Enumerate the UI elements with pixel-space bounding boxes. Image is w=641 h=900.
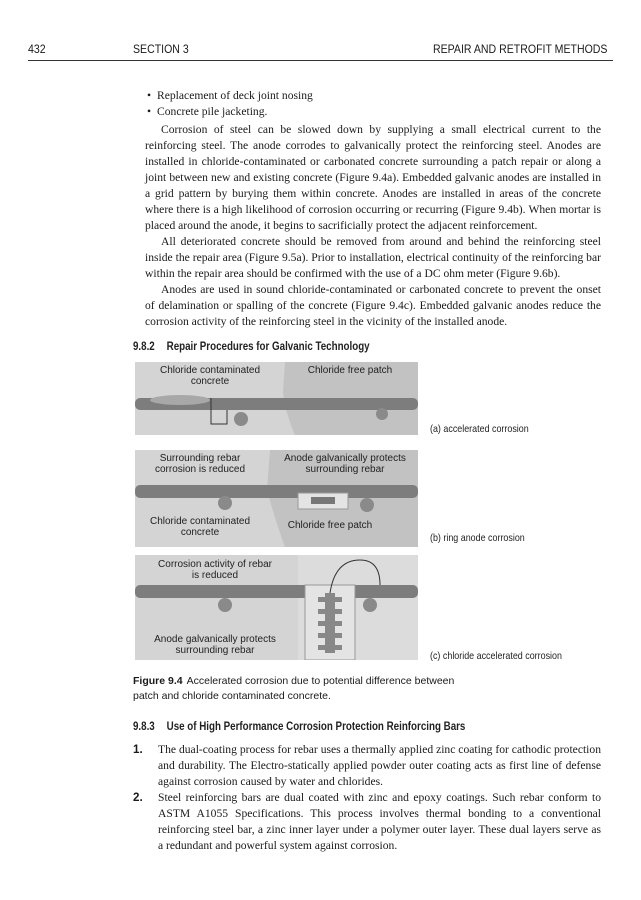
label-chloride-contaminated: Chloride contaminated concrete <box>149 516 251 538</box>
figure-caption: Figure 9.4 Accelerated corrosion due to potential difference between patch and chloride contaminated concrete. <box>133 675 455 702</box>
paragraph: Corrosion of steel can be slowed down by supplying a small electrical current to the reinforcing steel. The anode corrodes to galvanically protect the reinforcing steel. Anodes are installed in chloride-contaminated or carbonated concrete surrounding a patch repair or along a joint between new and existing concrete (Figure 9.4a). Embedded galvanic anodes are installed in a grid pattern by burying them within concrete. Anodes are installed in areas of the concrete where there is a high likelihood of corrosion occurring or recurring (Figure 9.4b). When mortar is placed around the anode, it begins to sacrificially protect the adjacent reinforcement. <box>145 123 601 232</box>
section-heading-9-8-2: 9.8.2 Repair Procedures for Galvanic Technology <box>133 341 370 353</box>
caption-a: (a) accelerated corrosion <box>430 423 529 435</box>
bullet-item: • Concrete pile jacketing. <box>157 104 601 120</box>
running-section: SECTION 3 <box>133 42 189 56</box>
header-rule <box>28 60 613 61</box>
paragraph: Anodes are used in sound chloride-contaminated or carbonated concrete to prevent the onset of delamination or spalling of the concrete (Figure 9.4c). Embedded galvanic anodes reduce the corrosion activity of the reinforcing steel in the vicinity of the installed anode. <box>145 283 601 328</box>
content-column <box>133 88 601 854</box>
body-text <box>145 88 601 330</box>
figure-panel-b <box>135 450 418 547</box>
label-anode-protects: Anode galvanically protects surrounding rebar <box>154 634 276 656</box>
list-item: 1. The dual-coating process for rebar uses a thermally applied zinc coating for cathodic protection and durability. The Electro-statically applied powder outer coating acts as first line of defense against corrosion caused by water and chlorides. <box>133 743 601 788</box>
figure-panel-a <box>135 362 418 435</box>
running-chapter: REPAIR AND RETROFIT METHODS <box>433 42 608 56</box>
label-chloride-free: Chloride free patch <box>287 520 373 531</box>
label-chloride-free: Chloride free patch <box>307 365 393 376</box>
paragraph: All deteriorated concrete should be removed from around and behind the reinforcing steel inside the repair area (Figure 9.5a). Prior to installation, electrical continuity of the reinforcing bar within the repair area should be confirmed with the use of a DC ohm meter (Figure 9.6b). <box>145 235 601 280</box>
label-anode-protects: Anode galvanically protects surrounding rebar <box>284 453 406 475</box>
figure-9-4 <box>133 362 601 662</box>
figure-panel-c <box>135 555 418 660</box>
page-number: 432 <box>28 42 46 56</box>
caption-b: (b) ring anode corrosion <box>430 532 525 544</box>
numbered-list <box>133 742 601 854</box>
section-heading-9-8-3: 9.8.3 Use of High Performance Corrosion Protection Reinforcing Bars <box>133 721 466 733</box>
bullet-list <box>145 88 601 120</box>
bullet-item: • Replacement of deck joint nosing <box>157 88 601 104</box>
caption-c: (c) chloride accelerated corrosion <box>430 650 562 662</box>
label-surrounding-rebar: Surrounding rebar corrosion is reduced <box>154 453 246 475</box>
list-item: 2. Steel reinforcing bars are dual coated with zinc and epoxy coatings. Such rebar conform to ASTM A1055 Specifications. This process involves thermal bonding to a conventional reinforcing steel bar, a zinc inner layer under a polymer outer layer. These dual layers serve as a redundant and powerful system against corrosion. <box>133 791 601 852</box>
label-corrosion-reduced: Corrosion activity of rebar is reduced <box>158 559 272 581</box>
label-chloride-contaminated: Chloride contaminated concrete <box>159 365 261 387</box>
